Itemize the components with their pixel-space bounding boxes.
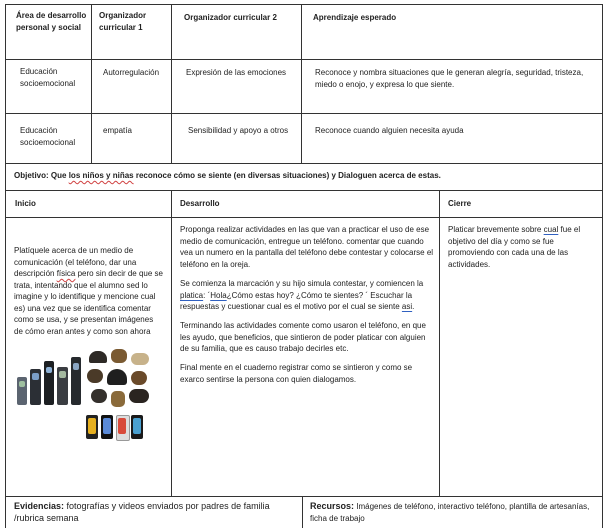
smartphones-image [86,415,152,443]
row1-area: Educación socioemocional [20,67,76,88]
recursos-text-2: ficha de trabajo [310,513,365,523]
phone-icon [87,369,103,383]
cierre-text-cual: cual [543,225,559,234]
row1-organizador-2: Expresión de las emociones [186,68,287,77]
table-border [5,59,603,60]
cierre-text-a: Platicar brevemente sobre [448,225,542,234]
row1-organizador-1: Autorregulación [103,68,160,77]
screen-icon [32,373,39,380]
recursos-label: Recursos: [310,501,355,511]
table-border [5,217,603,218]
phase-inicio: Inicio [15,199,36,208]
desarrollo-p1: Proponga realizar actividades en las que van a practicar el uso de ese medio de comunicación, entregue un teléfono. comentar que cuando vea un numero en la pantalla del teléfono debe contestar y colocarse el teléfono en la oreja. [180,225,434,269]
desarrollo-p2c: ¿Cómo estas hoy? ¿Cómo te sientes? ´ Escuchar la respuestas y cuestionar cual es el motivo por el cual se siente [180,290,413,311]
desarrollo-asi: asi [401,302,413,311]
mobile-phones-image [17,357,81,409]
cierre-text [448,224,598,270]
objetivo-text-before: Que [50,171,67,180]
table-border [602,4,603,528]
screen-icon [59,371,66,378]
table-border [302,496,303,528]
header-area: Área de desarrollo personal y social [16,11,87,32]
cierre-text-b: fue el objetivo del día y como se fue promoviendo con cada una de las actividades. [448,225,581,269]
table-border [5,4,603,5]
screen-icon [19,381,25,387]
desarrollo-p2 [180,278,436,313]
screen-icon [133,418,141,434]
desarrollo-hola: Hola [210,290,227,300]
screen-icon [88,418,96,434]
evidencias-text: fotografías y videos enviados por padres de familia /rubrica semana [14,501,270,523]
recursos [310,501,600,524]
desarrollo-p2a: Se comienza la marcación y su hijo simula contestar, y comiencen la [180,279,424,288]
objetivo-label: Objetivo: [14,171,49,180]
table-border [5,496,603,497]
screen-icon [118,418,126,434]
header-organizador-2: Organizador curricular 2 [184,13,277,22]
table-border [5,190,603,191]
table-border [5,163,603,164]
desarrollo-p3: Terminando las actividades comente como usaron el teléfono, en que les ayudo, que beneficios, que sintieron de poder platicar con alguien de su familia, que es causo trabajo decirles etc. [180,321,426,353]
header-organizador-1: Organizador curricular 1 [99,11,147,32]
desarrollo-p4: Final mente en el cuaderno registrar como se sintieron y como se exarco sentirse la persona con quien dialogamos. [180,363,413,384]
screen-icon [73,363,79,370]
phase-cierre: Cierre [448,199,472,208]
inicio-text-a: Platíquele acerca de un medio de comunicación (el teléfono, dar una descripción [14,246,137,278]
table-border [171,4,172,163]
table-border [171,190,172,496]
phone-icon [89,351,107,363]
phase-desarrollo: Desarrollo [180,199,220,208]
table-border [91,4,92,163]
desarrollo-p2b: : ´ [203,290,211,300]
phone-icon [131,371,147,385]
table-border [5,4,6,528]
row2-organizador-2: Sensibilidad y apoyo a otros [188,126,289,135]
inicio-text-b: pero sin decir de que se trata, intentando que el alumno sed lo imagine y lo identifique y mencione cual es) una vez que se identifica comentar como se usa, y se presentan imágenes de cómo eran antes y como son ahora [14,269,163,336]
evidencias-label: Evidencias: [14,501,65,511]
table-border [439,190,440,496]
inicio-text [14,245,164,337]
header-aprendizaje: Aprendizaje esperado [313,13,397,22]
table-border [5,113,603,114]
row1-aprendizaje: Reconoce y nombra situaciones que le generan alegría, seguridad, tristeza, miedo o enojo, y expresa lo que siente. [315,68,584,89]
phone-icon [91,389,107,403]
row2-area: Educación socioemocional [20,126,76,147]
desarrollo-p2d: . [412,302,415,311]
phone-icon [111,391,125,407]
row2-aprendizaje: Reconoce cuando alguien necesita ayuda [315,126,464,135]
phone-icon [129,389,149,403]
desarrollo-platica: platica [180,290,204,300]
vintage-phones-image [87,349,151,411]
objetivo-squiggle: los niños y niñas [68,171,134,180]
phone-icon [111,349,127,363]
recursos-text: Imágenes de teléfono, interactivo teléfono, plantilla de artesanías, [356,502,590,511]
phone-icon [131,353,149,365]
screen-icon [46,367,52,373]
table-border [301,4,302,163]
objetivo [14,170,599,182]
row2-organizador-1: empatía [103,126,132,135]
screen-icon [103,418,111,434]
objetivo-text-after: reconoce cómo se siente (en diversas situaciones) y Dialoguen acerca de estas. [135,171,441,180]
evidencias [14,500,299,524]
inicio-text-fisica: física [56,269,76,278]
phone-icon [107,369,127,385]
